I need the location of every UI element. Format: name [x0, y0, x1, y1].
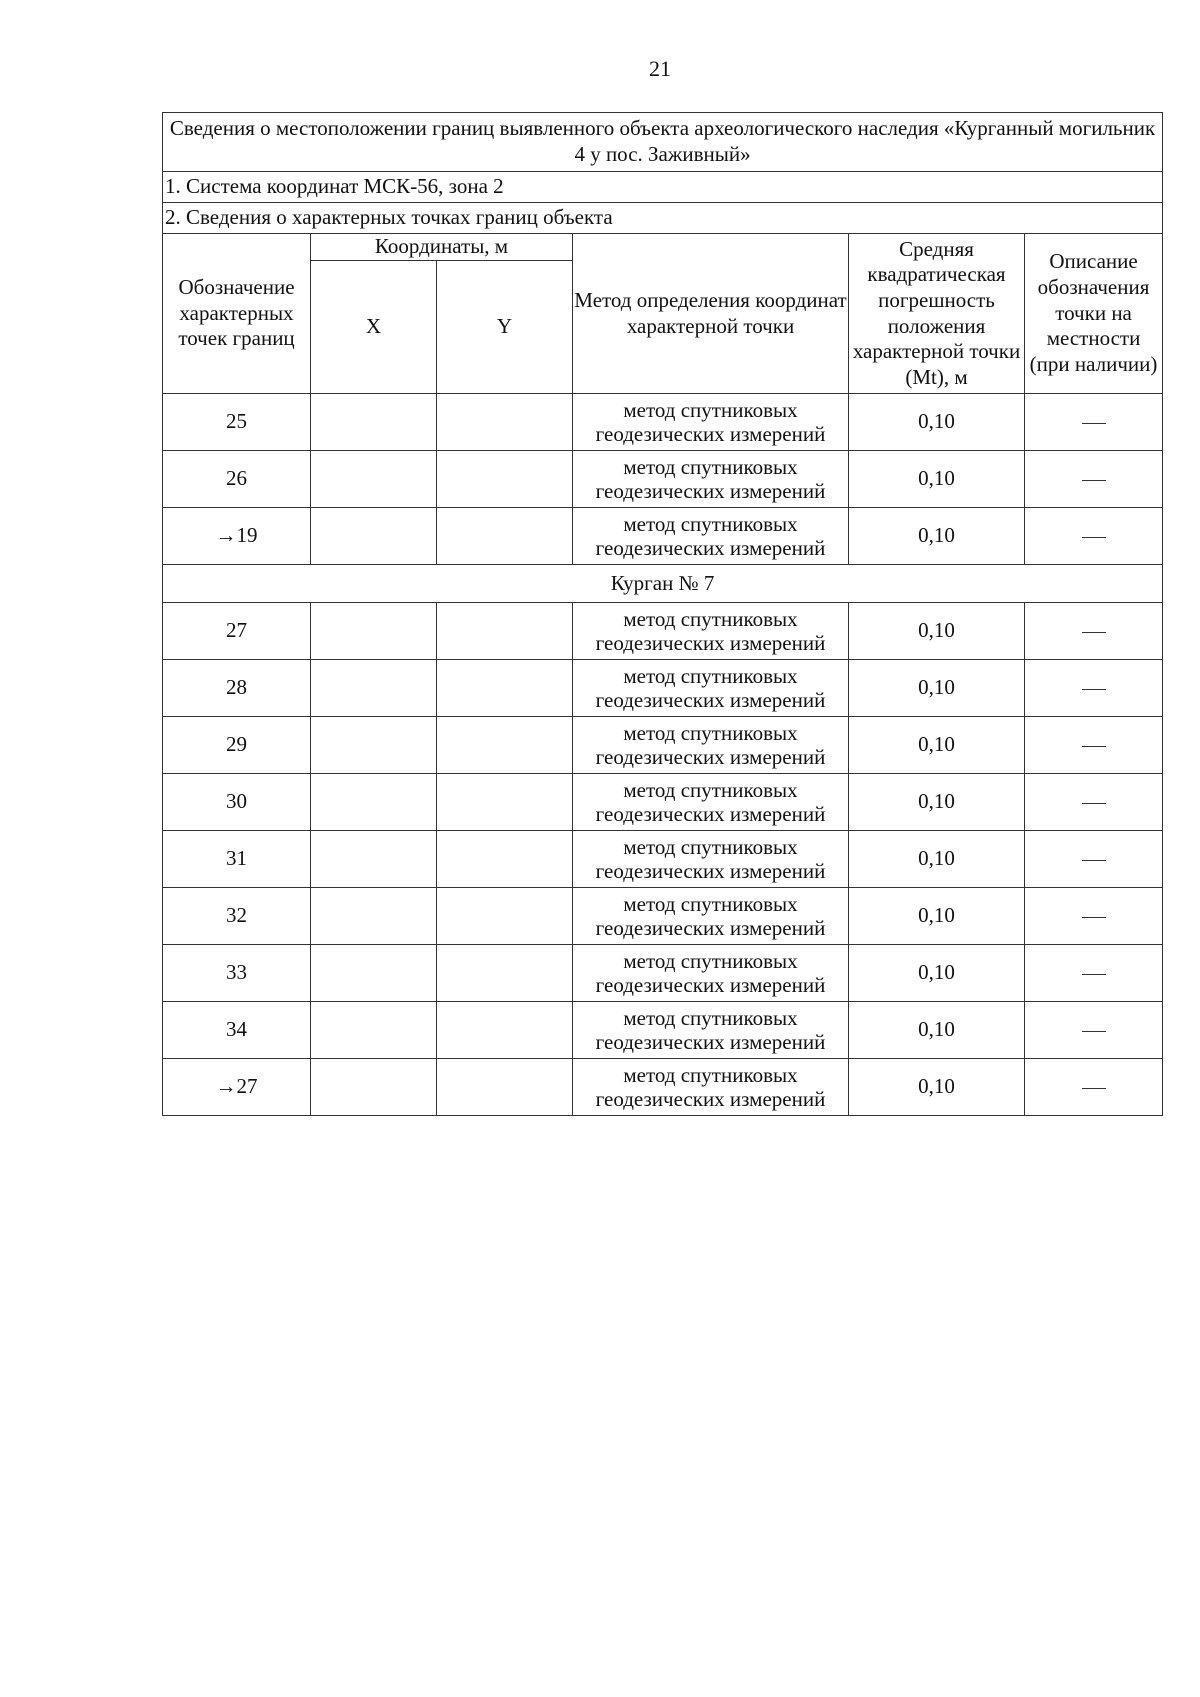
dash-mark: [1082, 423, 1106, 424]
dash-mark: [1082, 746, 1106, 747]
points-heading: 2. Сведения о характерных точках границ объекта: [163, 203, 1163, 234]
point-cell: 33: [163, 945, 311, 1002]
point-cell: →19: [163, 508, 311, 565]
description-cell: [1025, 945, 1163, 1002]
method-cell: метод спутниковых геодезических измерений: [573, 508, 849, 565]
description-cell: [1025, 831, 1163, 888]
dash-mark: [1082, 917, 1106, 918]
table-title: Сведения о местоположении границ выявленного объекта археологического наследия «Курганный могильник 4 у пос. Заживный»: [163, 113, 1163, 172]
point-cell: 30: [163, 774, 311, 831]
description-cell: [1025, 888, 1163, 945]
y-cell: [437, 508, 573, 565]
error-cell: 0,10: [849, 394, 1025, 451]
header-y: Y: [437, 261, 573, 394]
y-cell: [437, 945, 573, 1002]
section-title: Курган № 7: [163, 565, 1163, 603]
table-row: [163, 1059, 1163, 1116]
header-coords: Координаты, м: [311, 234, 573, 261]
description-cell: [1025, 717, 1163, 774]
dash-mark: [1082, 803, 1106, 804]
dash-mark: [1082, 480, 1106, 481]
y-cell: [437, 603, 573, 660]
y-cell: [437, 660, 573, 717]
point-cell: 31: [163, 831, 311, 888]
x-cell: [311, 717, 437, 774]
y-cell: [437, 394, 573, 451]
error-cell: 0,10: [849, 774, 1025, 831]
dash-mark: [1082, 689, 1106, 690]
method-cell: метод спутниковых геодезических измерений: [573, 603, 849, 660]
error-cell: 0,10: [849, 1059, 1025, 1116]
dash-mark: [1082, 1088, 1106, 1089]
error-cell: 0,10: [849, 451, 1025, 508]
x-cell: [311, 1059, 437, 1116]
method-cell: метод спутниковых геодезических измерений: [573, 394, 849, 451]
header-point: Обозначение характерных точек границ: [163, 234, 311, 394]
description-cell: [1025, 508, 1163, 565]
point-cell: 25: [163, 394, 311, 451]
error-cell: 0,10: [849, 1002, 1025, 1059]
table-row: [163, 603, 1163, 660]
method-cell: метод спутниковых геодезических измерений: [573, 888, 849, 945]
x-cell: [311, 451, 437, 508]
y-cell: [437, 774, 573, 831]
table-row: [163, 888, 1163, 945]
header-x: X: [311, 261, 437, 394]
description-cell: [1025, 660, 1163, 717]
x-cell: [311, 774, 437, 831]
error-cell: 0,10: [849, 508, 1025, 565]
table-row: [163, 717, 1163, 774]
table-row: [163, 660, 1163, 717]
description-cell: [1025, 451, 1163, 508]
x-cell: [311, 394, 437, 451]
description-cell: [1025, 394, 1163, 451]
table-row: [163, 451, 1163, 508]
y-cell: [437, 888, 573, 945]
error-cell: 0,10: [849, 660, 1025, 717]
error-cell: 0,10: [849, 717, 1025, 774]
table-row: [163, 1002, 1163, 1059]
coord-system: 1. Система координат МСК-56, зона 2: [163, 172, 1163, 203]
point-cell: 26: [163, 451, 311, 508]
header-error: Средняя квадратическая погрешность положения характерной точки (Mt), м: [849, 234, 1025, 394]
table-row: [163, 831, 1163, 888]
x-cell: [311, 508, 437, 565]
method-cell: метод спутниковых геодезических измерений: [573, 774, 849, 831]
point-cell: 34: [163, 1002, 311, 1059]
page-number: 21: [649, 56, 671, 81]
dash-mark: [1082, 1031, 1106, 1032]
dash-mark: [1082, 860, 1106, 861]
table-row: [163, 394, 1163, 451]
method-cell: метод спутниковых геодезических измерений: [573, 451, 849, 508]
table-row: [163, 508, 1163, 565]
method-cell: метод спутниковых геодезических измерений: [573, 1059, 849, 1116]
y-cell: [437, 451, 573, 508]
header-description: Описание обозначения точки на местности (при наличии): [1025, 234, 1163, 394]
point-cell: →27: [163, 1059, 311, 1116]
description-cell: [1025, 774, 1163, 831]
method-cell: метод спутниковых геодезических измерений: [573, 945, 849, 1002]
point-cell: 28: [163, 660, 311, 717]
x-cell: [311, 660, 437, 717]
method-cell: метод спутниковых геодезических измерений: [573, 831, 849, 888]
method-cell: метод спутниковых геодезических измерений: [573, 660, 849, 717]
y-cell: [437, 1002, 573, 1059]
x-cell: [311, 1002, 437, 1059]
dash-mark: [1082, 974, 1106, 975]
x-cell: [311, 888, 437, 945]
x-cell: [311, 603, 437, 660]
y-cell: [437, 717, 573, 774]
point-cell: 29: [163, 717, 311, 774]
error-cell: 0,10: [849, 831, 1025, 888]
point-cell: 27: [163, 603, 311, 660]
header-method: Метод определения координат характерной точки: [573, 234, 849, 394]
method-cell: метод спутниковых геодезических измерений: [573, 1002, 849, 1059]
description-cell: [1025, 1002, 1163, 1059]
error-cell: 0,10: [849, 888, 1025, 945]
x-cell: [311, 945, 437, 1002]
error-cell: 0,10: [849, 603, 1025, 660]
table-row: [163, 774, 1163, 831]
dash-mark: [1082, 632, 1106, 633]
method-cell: метод спутниковых геодезических измерений: [573, 717, 849, 774]
dash-mark: [1082, 537, 1106, 538]
x-cell: [311, 831, 437, 888]
description-cell: [1025, 603, 1163, 660]
error-cell: 0,10: [849, 945, 1025, 1002]
y-cell: [437, 1059, 573, 1116]
description-cell: [1025, 1059, 1163, 1116]
boundary-points-table: [162, 112, 1163, 1116]
y-cell: [437, 831, 573, 888]
point-cell: 32: [163, 888, 311, 945]
table-row: [163, 945, 1163, 1002]
